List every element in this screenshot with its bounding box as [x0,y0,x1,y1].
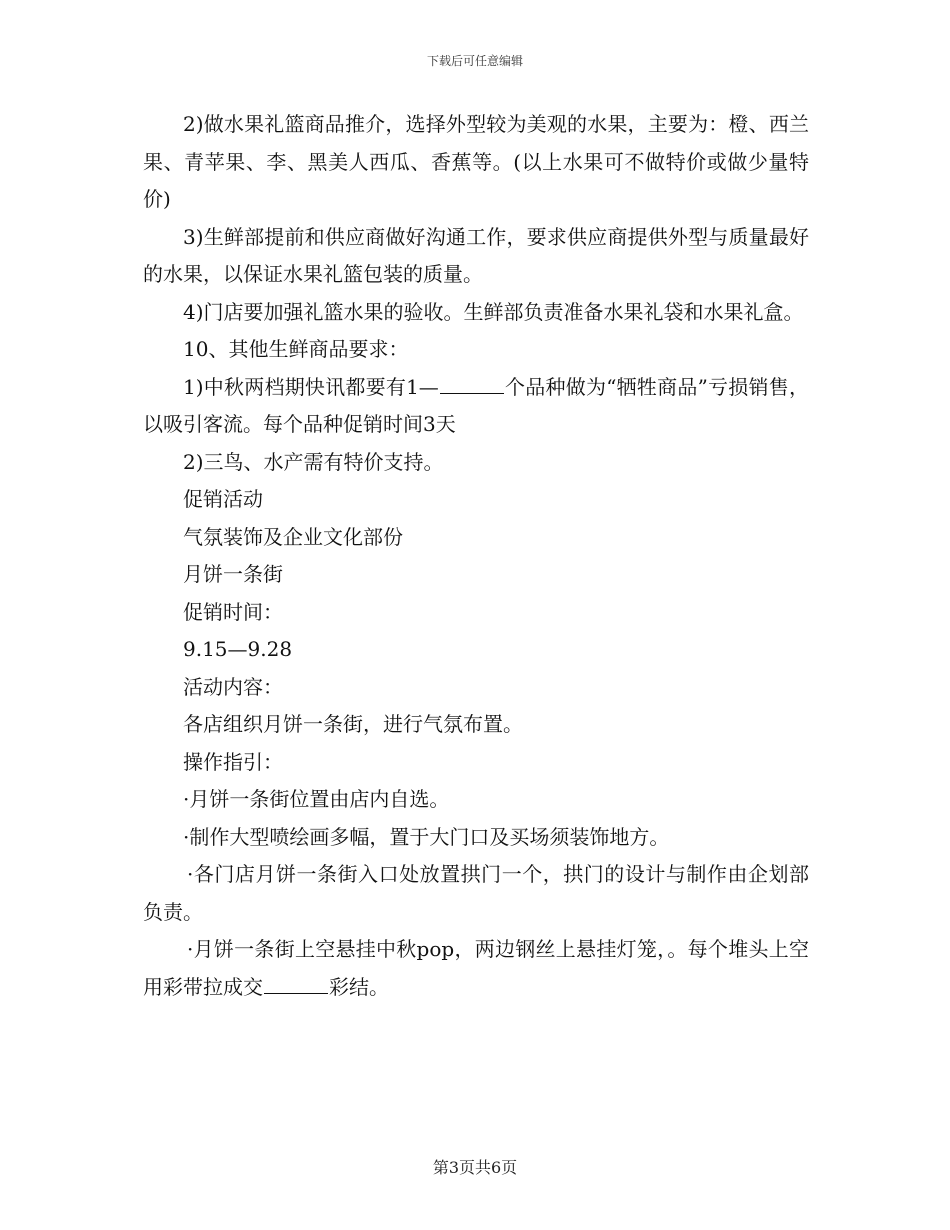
document-body [143,106,809,1006]
paragraph: ·月饼一条街位置由店内自选。 [183,787,450,811]
paragraph [143,931,809,1006]
paragraph: 活动内容： [183,674,283,699]
page-header: 下载后可任意编辑 [426,54,523,68]
paragraph: 2)做水果礼篮商品推介，选择外型较为美观的水果，主要为：橙、西兰果、青苹果、李、黑美人西瓜、香蕉等。(以上水果可不做特价或做少量特价) [143,112,809,211]
paragraph: 4)门店要加强礼篮水果的验收。生鲜部负责准备水果礼袋和水果礼盒。 [183,299,804,324]
fill-in-blank [264,973,328,994]
paragraph-text: 1)中秋两档期快讯都要有1— [183,374,439,399]
paragraph: 促销时间： [183,599,283,624]
paragraph: 10、其他生鲜商品要求： [183,337,409,361]
paragraph: 9.15—9.28 [183,637,293,661]
paragraph: ·制作大型喷绘画多幅，置于大门口及买场须装饰地方。 [183,824,670,849]
paragraph: 气氛装饰及企业文化部份 [183,524,403,549]
paragraph-text: 个品种做为“牺牲商品”亏损销售，以吸引客流。每个品种促销时间3天 [143,374,809,436]
paragraph [143,369,809,444]
paragraph: ·各门店月饼一条街入口处放置拱门一个，拱门的设计与制作由企划部负责。 [143,862,809,924]
page-number: 第3页共6页 [432,1158,518,1177]
paragraph: 促销活动 [183,487,263,511]
paragraph: 操作指引： [183,749,283,774]
paragraph: 各店组织月饼一条街，进行气氛布置。 [183,712,523,736]
paragraph: 3)生鲜部提前和供应商做好沟通工作，要求供应商提供外型与质量最好的水果，以保证水果礼篮包装的质量。 [143,224,809,286]
paragraph: 月饼一条街 [183,562,283,586]
paragraph-text: ·月饼一条街上空悬挂中秋pop，两边钢丝上悬挂灯笼，。每个堆头上空用彩带拉成交 [143,937,809,999]
paragraph: 2)三鸟、水产需有特价支持。 [183,449,444,474]
fill-in-blank [440,373,504,394]
paragraph-text: 彩结。 [329,974,389,999]
